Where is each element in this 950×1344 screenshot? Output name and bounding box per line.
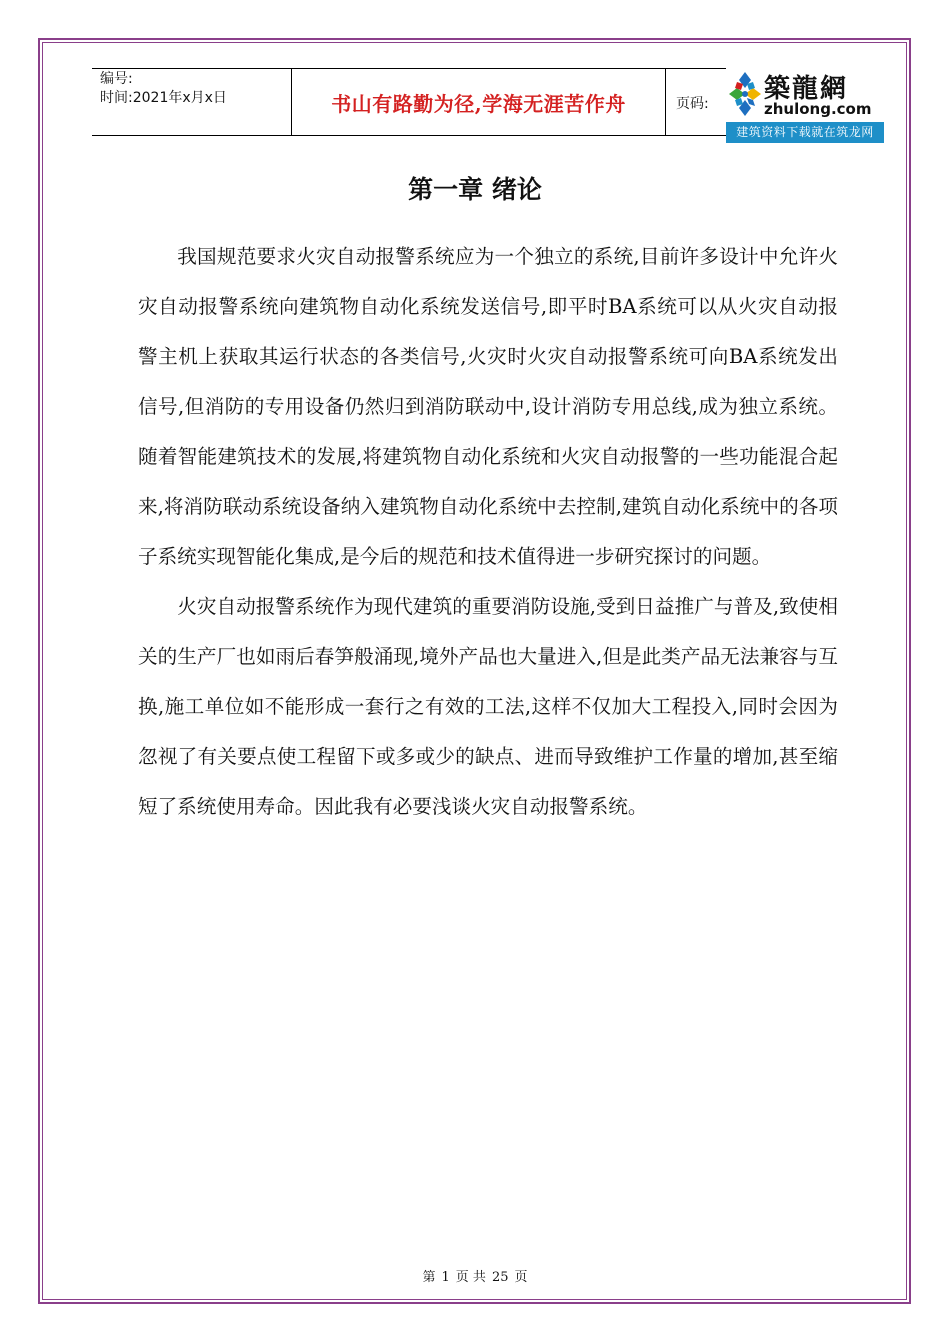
header-page-cell [666,69,726,135]
header-meta [92,69,292,135]
logo-top [726,64,884,122]
time-label: 时间:2021年x月x日 [100,90,227,106]
footer-mid: 页 共 [455,1270,486,1285]
paragraph-2: 火灾自动报警系统作为现代建筑的重要消防设施,受到日益推广与普及,致使相关的生产厂也如雨后春笋般涌现,境外产品也大量进入,但是此类产品无法兼容与互换,施工单位如不能形成一套行之有效的工法,这样不仅加大工程投入,同时会因为忽视了有关要点使工程留下或多或少的缺点、进而导致维护工作量的增加,甚至缩短了系统使用寿命。因此我有必要浅谈火灾自动报警系统。 [138,595,838,818]
footer-total-pages: 25 [491,1270,509,1285]
logo-domain: zhulong.com [764,100,872,118]
footer-suffix: 页 [514,1270,528,1285]
footer-prefix: 第 [422,1270,436,1285]
chapter-title: 第一章 绪论 [408,175,542,204]
page-label: 页码: [676,96,709,112]
logo-slogan: 建筑资料下载就在筑龙网 [726,122,884,143]
paragraph-1: 我国规范要求火灾自动报警系统应为一个独立的系统,目前许多设计中允许火灾自动报警系统向建筑物自动化系统发送信号,即平时BA系统可以从火灾自动报警主机上获取其运行状态的各类信号,火灾时火灾自动报警系统可向BA系统发出信号,但消防的专用设备仍然归到消防联动中,设计消防专用总线,成为独立系统。随着智能建筑技术的发展,将建筑物自动化系统和火灾自动报警的一些功能混合起来,将消防联动系统设备纳入建筑物自动化系统中去控制,建筑自动化系统中的各项子系统实现智能化集成,是今后的规范和技术值得进一步研究探讨的问题。 [138,245,838,568]
snowflake-logo-icon [727,70,763,118]
header-motto: 书山有路勤为径,学海无涯苦作舟 [331,91,626,116]
document-body [138,232,838,832]
footer-current-page: 1 [441,1270,450,1285]
zhulong-logo [726,64,884,144]
logo-name: 築龍網 [764,74,849,104]
header-motto-cell [292,69,666,135]
number-label: 编号: [100,71,133,87]
page-footer [0,1266,950,1285]
document-header [92,68,726,136]
